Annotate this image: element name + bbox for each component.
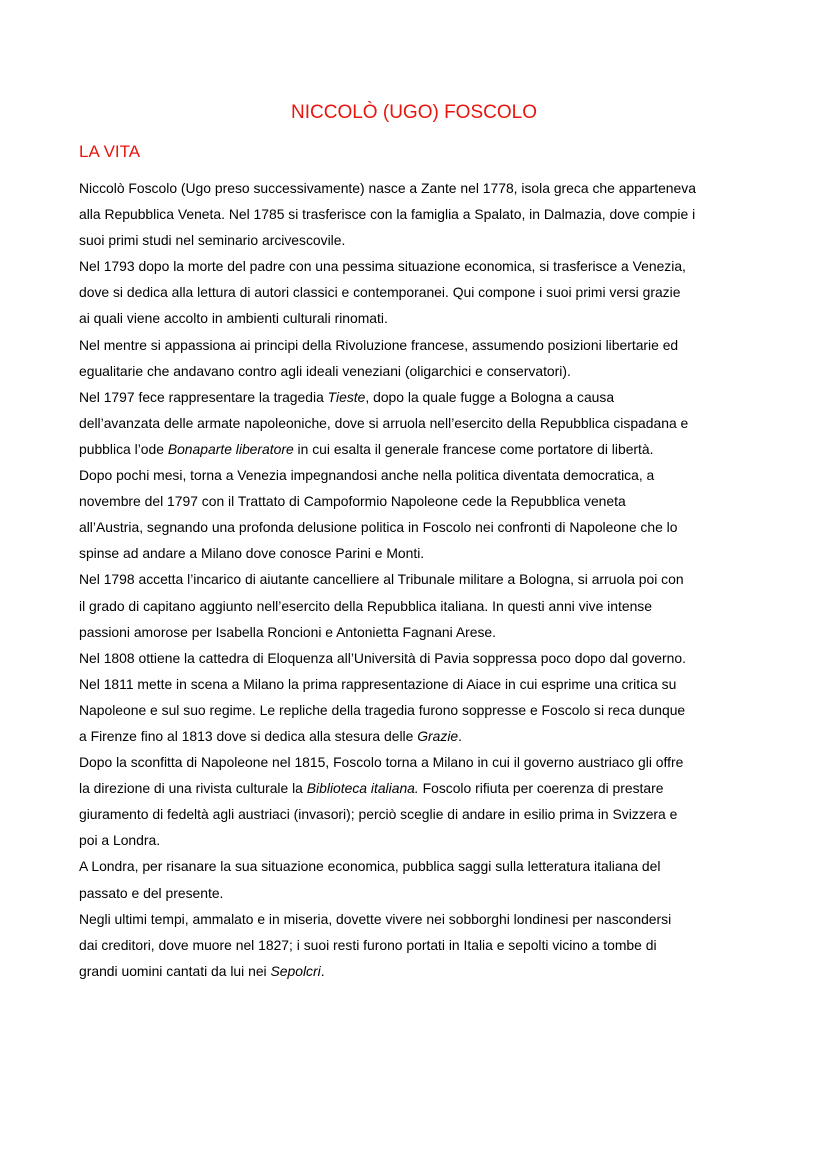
page-title: NICCOLÒ (UGO) FOSCOLO	[291, 102, 537, 123]
text-segment: all’Austria, segnando una profonda delusione politica in Foscolo nei confronti di Napoleone che lo	[79, 519, 678, 536]
text-segment: a Firenze fino al 1813 dove si dedica alla stesura delle	[79, 727, 418, 744]
text-line	[79, 175, 759, 201]
italic-text: Biblioteca italiana.	[306, 780, 419, 797]
text-segment: ai quali viene accolto in ambienti culturali rinomati.	[79, 310, 388, 327]
text-line	[79, 723, 759, 749]
text-line	[79, 436, 759, 462]
text-line	[79, 697, 759, 723]
text-segment: novembre del 1797 con il Trattato di Campoformio Napoleone cede la Repubblica veneta	[79, 493, 626, 510]
body-text	[79, 175, 759, 984]
italic-text: Tieste	[327, 388, 366, 405]
text-line	[79, 801, 759, 827]
italic-text: Bonaparte liberatore	[167, 440, 294, 457]
text-line	[79, 566, 759, 592]
text-segment: , dopo la quale fugge a Bologna a causa	[365, 388, 615, 405]
text-line	[79, 305, 759, 331]
text-segment: pubblica l’ode	[79, 440, 168, 457]
text-segment: passato e del presente.	[79, 884, 224, 901]
text-segment: alla Repubblica Veneta. Nel 1785 si trasferisce con la famiglia a Spalato, in Dalmazia, dove compie i	[79, 206, 696, 223]
text-segment: spinse ad andare a Milano dove conosce Parini e Monti.	[79, 545, 425, 562]
text-segment: .	[320, 962, 325, 979]
text-segment: Dopo la sconfitta di Napoleone nel 1815, Foscolo torna a Milano in cui il governo austriaco gli offre	[79, 754, 684, 771]
text-line	[79, 749, 759, 775]
text-segment: Napoleone e sul suo regime. Le repliche della tragedia furono soppresse e Foscolo si reca dunque	[79, 701, 686, 718]
text-segment: in cui esalta il generale francese come portatore di libertà.	[293, 440, 654, 457]
text-segment: dell’avanzata delle armate napoleoniche, dove si arruola nell’esercito della Repubblica cispadana e	[79, 414, 689, 431]
text-line	[79, 906, 759, 932]
text-line	[79, 880, 759, 906]
text-segment: .	[458, 727, 462, 744]
text-segment: dai creditori, dove muore nel 1827; i suoi resti furono portati in Italia e sepolti vicino a tombe di	[79, 936, 657, 953]
text-line	[79, 514, 759, 540]
text-segment: Foscolo rifiuta per coerenza di prestare	[418, 780, 664, 797]
text-segment: Niccolò Foscolo (Ugo preso successivamente) nasce a Zante nel 1778, isola greca che apparteneva	[79, 180, 696, 196]
text-segment: Dopo pochi mesi, torna a Venezia impegnandosi anche nella politica diventata democratica, a	[79, 467, 655, 484]
text-line	[79, 384, 759, 410]
text-segment: giuramento di fedeltà agli austriaci (invasori); perciò sceglie di andare in esilio prima in Svizzera e	[79, 806, 678, 823]
text-line	[79, 410, 759, 436]
text-line	[79, 488, 759, 514]
text-line	[79, 958, 759, 984]
text-segment: A Londra, per risanare la sua situazione economica, pubblica saggi sulla letteratura italiana del	[79, 858, 661, 875]
text-line	[79, 932, 759, 958]
text-segment: Nel 1808 ottiene la cattedra di Eloquenza all’Università di Pavia soppressa poco dopo dal governo.	[79, 649, 686, 666]
text-line	[79, 358, 759, 384]
text-segment: Nel 1793 dopo la morte del padre con una pessima situazione economica, si trasferisce a Venezia,	[79, 258, 686, 275]
text-segment: Nel 1797 fece rappresentare la tragedia	[79, 388, 328, 405]
text-line	[79, 253, 759, 279]
text-line	[79, 279, 759, 305]
text-line	[79, 227, 759, 253]
italic-text: Sepolcri	[270, 962, 321, 979]
text-line	[79, 462, 759, 488]
text-segment: grandi uomini cantati da lui nei	[79, 962, 271, 979]
italic-text: Grazie	[417, 727, 459, 744]
text-segment: Nel mentre si appassiona ai principi della Rivoluzione francese, assumendo posizioni libertarie ed	[79, 336, 679, 353]
text-line	[79, 201, 759, 227]
text-line	[79, 775, 759, 801]
text-segment: Negli ultimi tempi, ammalato e in miseria, dovette vivere nei sobborghi londinesi per nascondersi	[79, 910, 672, 927]
text-segment: suoi primi studi nel seminario arcivescovile.	[79, 232, 346, 249]
text-segment: poi a Londra.	[79, 832, 161, 849]
section-heading: LA VITA	[79, 142, 141, 161]
text-line	[79, 593, 759, 619]
text-segment: Nel 1798 accetta l’incarico di aiutante cancelliere al Tribunale militare a Bologna, si arruola poi con	[79, 571, 684, 588]
text-line	[79, 332, 759, 358]
text-line	[79, 645, 759, 671]
text-line	[79, 671, 759, 697]
text-segment: Nel 1811 mette in scena a Milano la prima rappresentazione di Aiace in cui esprime una critica su	[79, 675, 677, 692]
text-segment: il grado di capitano aggiunto nell’esercito della Repubblica italiana. In questi anni vive intense	[79, 597, 652, 614]
text-line	[79, 540, 759, 566]
text-line	[79, 827, 759, 853]
text-line	[79, 619, 759, 645]
text-segment: passioni amorose per Isabella Roncioni e Antonietta Fagnani Arese.	[79, 623, 496, 640]
text-segment: dove si dedica alla lettura di autori classici e contemporanei. Qui compone i suoi primi versi grazie	[79, 284, 681, 301]
text-segment: egualitarie che andavano contro agli ideali veneziani (oligarchici e conservatori).	[79, 362, 571, 379]
text-segment: la direzione di una rivista culturale la	[79, 780, 307, 797]
text-line	[79, 853, 759, 879]
